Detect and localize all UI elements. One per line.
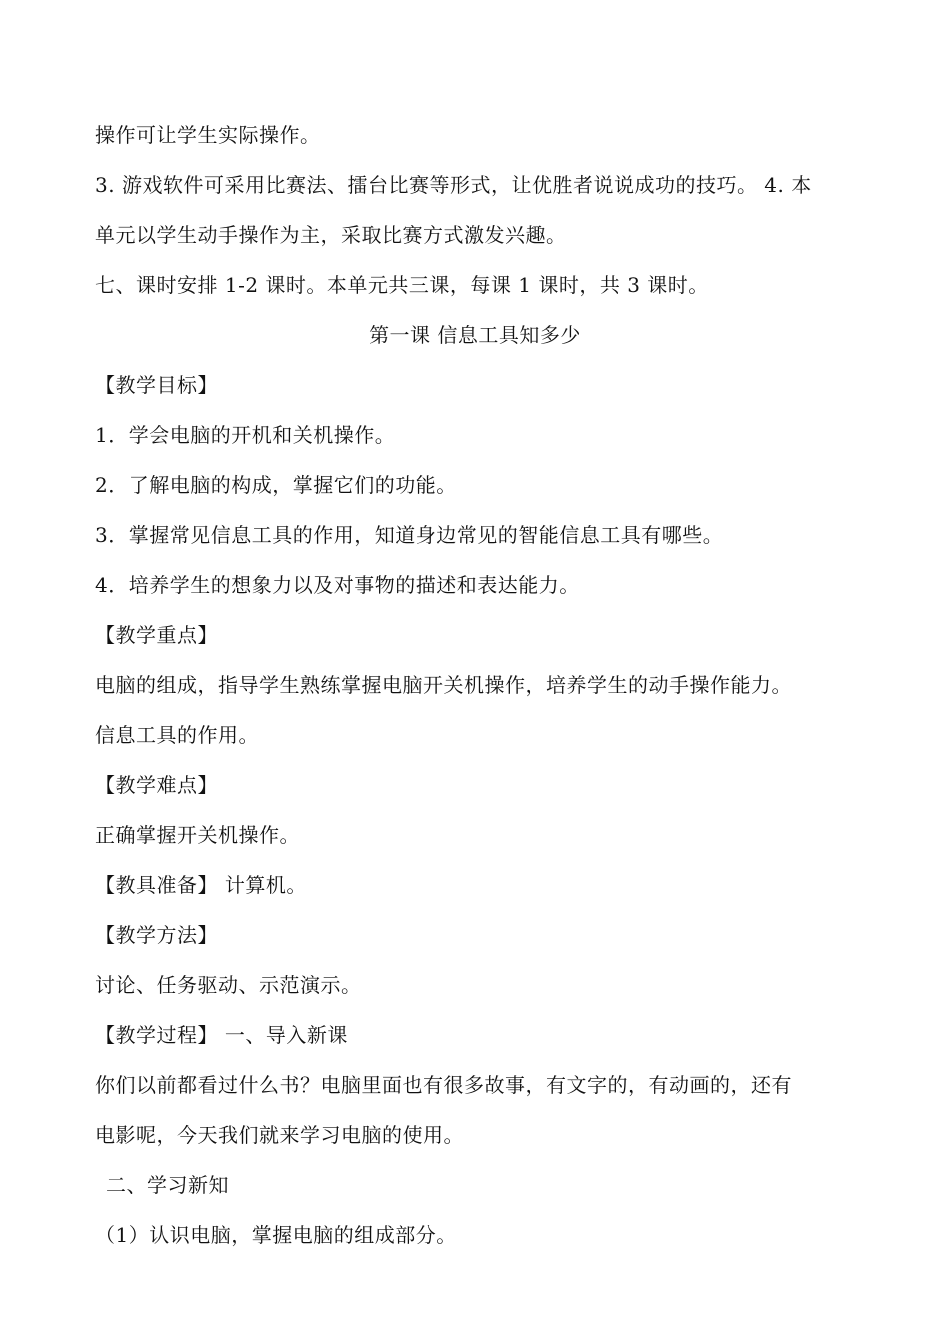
subsection-heading: 二、学习新知 [106, 1173, 229, 1197]
list-item: 2．了解电脑的构成，掌握它们的功能。 [95, 473, 457, 497]
paragraph-line: 正确掌握开关机操作。 [95, 823, 300, 847]
section-heading: 【教学方法】 [95, 923, 218, 947]
paragraph-line: 操作可让学生实际操作。 [95, 123, 321, 147]
lesson-title: 第一课 信息工具知多少 [369, 323, 581, 347]
section-heading: 【教学难点】 [95, 773, 218, 797]
section-heading: 【教学重点】 [95, 623, 218, 647]
paragraph-line: （1）认识电脑，掌握电脑的组成部分。 [95, 1223, 457, 1247]
paragraph-line: 信息工具的作用。 [95, 723, 259, 747]
list-item: 4．培养学生的想象力以及对事物的描述和表达能力。 [95, 573, 580, 597]
list-item: 1．学会电脑的开机和关机操作。 [95, 423, 396, 447]
paragraph-line: 你们以前都看过什么书？电脑里面也有很多故事，有文字的，有动画的，还有 [95, 1073, 792, 1097]
paragraph-line: 单元以学生动手操作为主，采取比赛方式激发兴趣。 [95, 223, 567, 247]
paragraph-line: 讨论、任务驱动、示范演示。 [95, 973, 362, 997]
paragraph-line: 七、课时安排 1-2 课时。本单元共三课，每课 1 课时，共 3 课时。 [95, 273, 709, 297]
section-heading: 【教学目标】 [95, 373, 218, 397]
section-heading: 【教具准备】 计算机。 [95, 873, 307, 897]
paragraph-line: 3. 游戏软件可采用比赛法、擂台比赛等形式，让优胜者说说成功的技巧。 4. 本 [95, 173, 812, 197]
section-heading: 【教学过程】 一、导入新课 [95, 1023, 348, 1047]
paragraph-line: 电影呢，今天我们就来学习电脑的使用。 [95, 1123, 464, 1147]
list-item: 3．掌握常见信息工具的作用，知道身边常见的智能信息工具有哪些。 [95, 523, 724, 547]
paragraph-line: 电脑的组成，指导学生熟练掌握电脑开关机操作，培养学生的动手操作能力。 [95, 673, 792, 697]
